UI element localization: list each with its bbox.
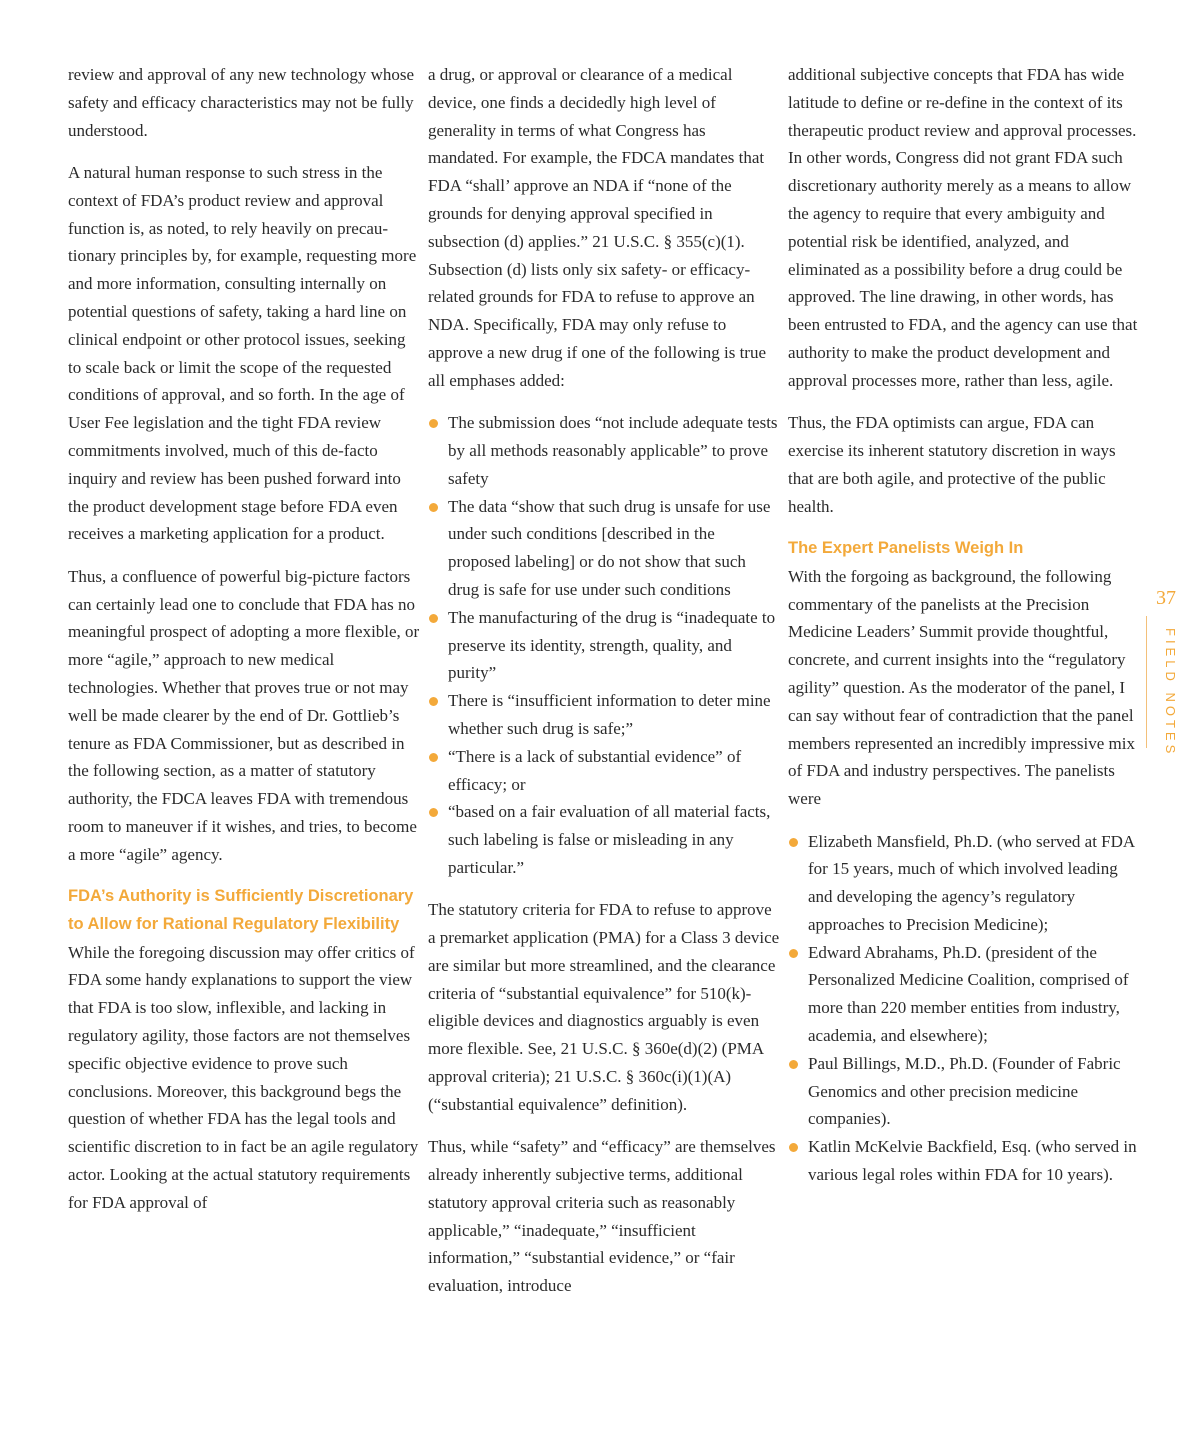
bullet-list (428, 409, 780, 882)
page-number: 37 (1156, 587, 1176, 609)
bullet-dot-icon (789, 1143, 798, 1152)
bullet-dot-icon (429, 753, 438, 762)
column-3 (788, 61, 1140, 1203)
paragraph: Thus, a confluence of powerful big-picture factors can certainly lead one to conclude that FDA has no meaningful prospect of adopting a more flexible, or more “agile,” approach to new medical technologies. Whether that proves true or not may well be made clearer by the end of Dr. Gottlieb’s tenure as FDA Commissioner, but as described in the following section, as a matter of statutory authority, the FDCA leaves FDA with tremendous room to maneuver if it wishes, and tries, to become a more “agile” agency. (68, 566, 420, 864)
paragraph: With the forgoing as background, the following commentary of the panelists at the Precision Medicine Leaders’ Summit provide thoughtful, concrete, and current insights into the “regulatory agility” question. As the moderator of the panel, I can say without fear of contradiction that the panel members represented an incredibly impressive mix of FDA and industry perspectives. The panelists were (788, 566, 1135, 809)
bullet-dot-icon (789, 1060, 798, 1069)
list-item: The submission does “not include adequate tests by all methods reasonably applicable” to prove safety (428, 409, 780, 492)
list-item: Edward Abrahams, Ph.D. (president of the Personalized Medicine Coalition, comprised of more than 220 member entities from industry, academia, and elsewhere); (788, 939, 1140, 1050)
margin-divider (1146, 616, 1147, 748)
section-heading: The Expert Panelists Weigh In (788, 538, 1024, 557)
paragraph: A natural human response to such stress in the context of FDA’s product review and approval function is, as noted, to rely heavily on precautionary principles by, for example, requesting more and more information, consulting internally on potential questions of safety, taking a hard line on clinical endpoint or other protocol issues, seeking to scale back or limit the scope of the requested conditions of approval, and so forth. In the age of User Fee legislation and the tight FDA review commitments involved, much of this de-facto inquiry and review has been pushed forward into the product development stage before FDA even receives a marketing application for a product. (68, 162, 417, 544)
paragraph: additional subjective concepts that FDA has wide latitude to define or re-define in the context of its therapeutic product review and approval processes. In other words, Congress did not grant FDA such discretionary authority merely as a means to allow the agency to require that every ambiguity and potential risk be identified, analyzed, and eliminated as a possibility before a drug could be approved. The line drawing, in other words, has been entrusted to FDA, and the agency can use that authority to make the product development and approval processes more, rather than less, agile. (788, 65, 1138, 390)
paragraph: The statutory criteria for FDA to refuse to approve a premarket application (PMA) for a Class 3 device are similar but more streamlined, and the clearance criteria of “substantial equivalence” for 510(k)-eligible devices and diagnostics arguably is even more flexible. See, 21 U.S.C. § 360e(d)(2) (PMA approval criteria); 21 U.S.C. § 360c(i)(1)(A) (“substantial equivalence” definition). (428, 900, 780, 1114)
list-item: “based on a fair evaluation of all material facts, such labeling is false or misleading in any particular.” (428, 798, 780, 881)
list-item: The manufacturing of the drug is “inadequate to preserve its identity, strength, quality, and purity” (428, 604, 780, 687)
bullet-dot-icon (429, 614, 438, 623)
column-2 (428, 61, 780, 1315)
paragraph: a drug, or approval or clearance of a medical device, one finds a decidedly high level of generality in terms of what Congress has mandated. For example, the FDCA mandates that FDA “shall’ approve an NDA if “none of the grounds for denying approval specified in subsection (d) applies.” 21 U.S.C. § 355(c)(1). Subsection (d) lists only six safety- or efficacy-related grounds for FDA to refuse to approve an NDA. Specifically, FDA may only refuse to approve a new drug if one of the following is true all emphases added: (428, 65, 767, 390)
list-item: The data “show that such drug is unsafe for use under such conditions [described in the proposed labeling] or do not show that such drug is safe for use under such conditions (428, 493, 780, 604)
bullet-dot-icon (429, 419, 438, 428)
paragraph: Thus, the FDA optimists can argue, FDA can exercise its inherent statutory discretion in ways that are both agile, and protective of the public health. (788, 413, 1116, 516)
paragraph: While the foregoing discussion may offer critics of FDA some handy explanations to support the view that FDA is too slow, inflexible, and lacking in regulatory agility, those factors are not themselves specific objective evidence to prove such conclusions. Moreover, this background begs the question of whether FDA has the legal tools and scientific discretion to in fact be an agile regulatory actor. Looking at the actual statutory requirements for FDA approval of (68, 942, 419, 1212)
list-item: Paul Billings, M.D., Ph.D. (Founder of Fabric Genomics and other precision medicine companies). (788, 1050, 1140, 1133)
bullet-list (788, 828, 1140, 1189)
list-item: There is “insufficient information to deter mine whether such drug is safe;” (428, 687, 780, 743)
list-item: Elizabeth Mansfield, Ph.D. (who served at FDA for 15 years, much of which involved leading and developing the agency’s regulatory approaches to Precision Medicine); (788, 828, 1140, 939)
bullet-dot-icon (789, 949, 798, 958)
bullet-dot-icon (429, 503, 438, 512)
paragraph: Thus, while “safety” and “efficacy” are themselves already inherently subjective terms, additional statutory approval criteria such as reasonably applicable,” “inadequate,” “insufficient information,” “substantial evidence,” or “fair evaluation, introduce (428, 1137, 776, 1296)
bullet-dot-icon (429, 808, 438, 817)
bullet-dot-icon (429, 697, 438, 706)
paragraph: review and approval of any new technology whose safety and efficacy characteristics may not be fully understood. (68, 65, 415, 140)
column-1 (68, 61, 420, 1231)
section-heading: FDA’s Authority is Sufficiently Discretionary to Allow for Rational Regulatory Flexibility (68, 887, 414, 933)
section-label: FIELD NOTES (1163, 628, 1178, 758)
list-item: Katlin McKelvie Backfield, Esq. (who served in various legal roles within FDA for 10 years). (788, 1133, 1140, 1189)
bullet-dot-icon (789, 838, 798, 847)
list-item: “There is a lack of substantial evidence” of efficacy; or (428, 743, 780, 799)
